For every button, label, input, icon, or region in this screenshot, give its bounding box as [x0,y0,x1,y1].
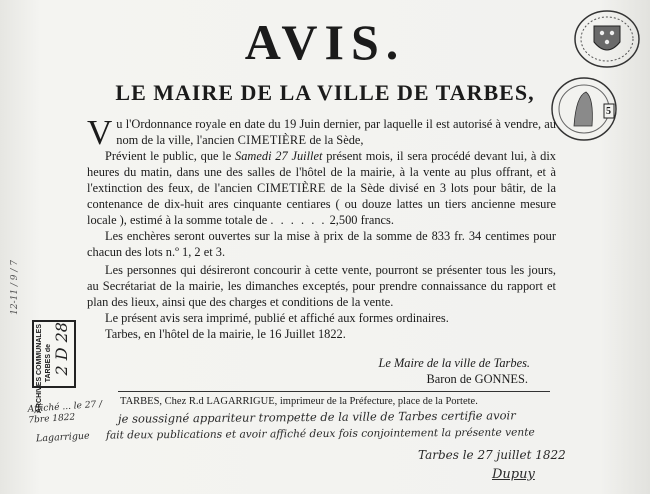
sale-date: Samedi 27 Juillet [235,149,323,163]
paragraph-place-date: Tarbes, en l'hôtel de la mairie, le 16 Juillet 1822. [105,327,346,341]
paragraph-publication: Le présent avis sera imprimé, publié et affiché aux formes ordinaires. [105,311,449,325]
margin-vertical-note: 12-11 / 9 / 7 [10,260,20,315]
notice-body [87,113,556,342]
margin-note-affiche: Affiché ... le 27 / 7bre 1822 [27,399,103,426]
paragraph-bids: Les enchères seront ouvertes sur la mise à prix de la somme de 833 fr. 34 centimes pour chacun des lots n.º 1, 2 et 3. [87,229,556,259]
paragraph-contact: Les personnes qui désireront concourir à cette vente, pourront se présenter tous les jours, au Secrétariat de la mairie, les dimanches exceptés, pour prendre connaissance du rapport et plan des lieux, ainsi que des charges et conditions de la vente. [87,263,556,309]
drop-cap: V [87,113,113,152]
mayor-signature: Le Maire de la ville de Tarbes. Baron de GONNES. [378,356,530,386]
tax-stamp-number: 5 [606,106,611,117]
paragraph-ordinance: Vu l'Ordonnance royale en date du 19 Juin dernier, par laquelle il est autorisé à vendre, au nom de la ville, l'ancien CIMETIÈRE de la Sède, [87,113,556,152]
archive-stamp: ARCHIVES COMMUNALES de TARBES [32,320,76,388]
estimated-amount: 2,500 francs. [329,213,394,227]
handwritten-line-2: fait deux publications et avoir affiché deux fois conjointement la présente vente [105,426,535,442]
cemetery-label: CIMETIÈRE [237,133,307,147]
page-title: AVIS. [244,14,406,70]
handwritten-signature: Dupuy [492,467,535,482]
printer-imprint: TARBES, Chez R.d LAGARRIGUE, imprimeur de la Préfecture, place de la Portete. [120,396,478,407]
cemetery-label: CIMETIÈRE [256,181,326,195]
margin-note-name: Lagarrigue [35,430,90,445]
archive-number: 2 D 28 [52,322,71,376]
paragraph-sale: Prévient le public, que le Samedi 27 Juillet présent mois, il sera procédé devant lui, à dix heures du matin, dans une des salles de l'hôtel de la mairie, à la vente au plus offrant, et à l'extinction des feux, de l'ancien CIMETIÈRE de la Sède divisé en 3 lots pour bâtir, de la contenance de dix-huit ares cinquante centiares ( ou douze lattes un tiers ancienne mesure locale ), estimé à la somme totale de . . . . . . 2,500 francs. [87,149,556,227]
page-subtitle: LE MAIRE DE LA VILLE DE TARBES, [115,80,535,105]
divider [118,391,550,392]
handwritten-line-1: je soussigné appariteur trompette de la ville de Tarbes certifie avoir [117,408,516,426]
handwritten-date: Tarbes le 27 juillet 1822 [418,448,566,462]
